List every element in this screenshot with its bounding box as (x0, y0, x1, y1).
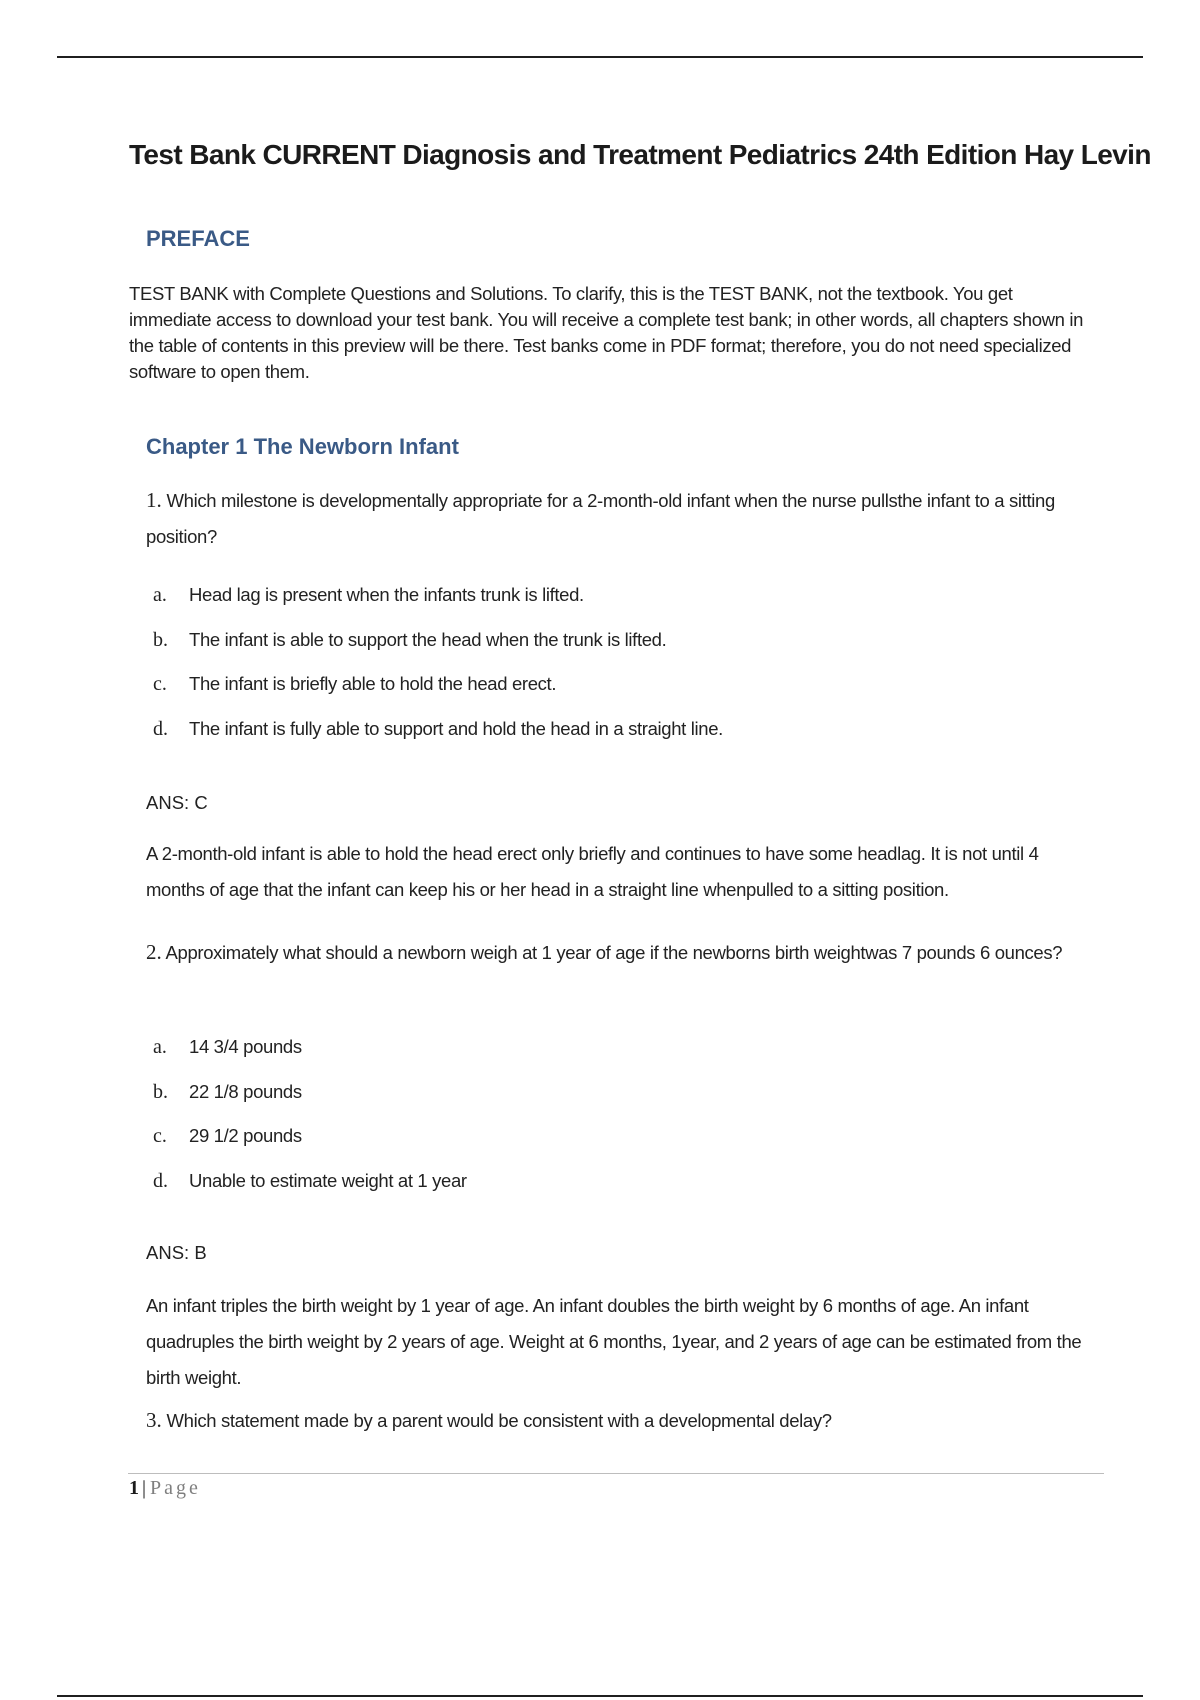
option-item (146, 1081, 467, 1126)
preface-text: TEST BANK with Complete Questions and Solutions. To clarify, this is the TEST BANK, not the textbook. You get immediate access to download your test bank. You will receive a complete test bank; in other words, all chapters shown in the table of contents in this preview will be there. Test banks come in PDF format; therefore, you do not need specialized software to open them. (129, 283, 1084, 382)
option-text: Unable to estimate weight at 1 year (189, 1169, 467, 1191)
question-3-number: 3. (146, 1408, 162, 1432)
option-item (146, 1125, 467, 1170)
option-text: 22 1/8 pounds (189, 1080, 302, 1102)
option-letter: c. (153, 673, 167, 695)
question-1-rationale: A 2-month-old infant is able to hold the head erect only briefly and continues to have some headlag. It is not until 4 months of age that the infant can keep his or her head in a straight line whenpulled to a sitting position. (146, 843, 1039, 900)
option-item (146, 673, 723, 718)
question-1-text: Which milestone is developmentally appropriate for a 2-month-old infant when the nurse pullsthe infant to a sitting position? (146, 490, 1055, 547)
option-letter: d. (153, 1169, 168, 1192)
document-title: Test Bank CURRENT Diagnosis and Treatment Pediatrics 24th Edition Hay Levin (129, 139, 1151, 170)
bottom-rule (57, 1695, 1143, 1697)
preface-heading: PREFACE (146, 226, 250, 251)
option-text: The infant is briefly able to hold the head erect. (189, 673, 557, 694)
option-letter: b. (153, 1080, 168, 1103)
option-letter: b. (153, 628, 168, 651)
option-item (146, 1036, 467, 1081)
option-letter: a. (153, 584, 167, 606)
option-item (146, 629, 723, 674)
footer-rule (128, 1473, 1104, 1474)
question-1 (146, 482, 1096, 555)
top-rule (57, 56, 1143, 58)
option-item (146, 1170, 467, 1215)
question-2 (146, 934, 1096, 971)
question-2-rationale: An infant triples the birth weight by 1 year of age. An infant doubles the birth weight by 6 months of age. An infant quadruples the birth weight by 2 years of age. Weight at 6 months, 1year, and 2 years of age can be estimated from the birth weight. (146, 1295, 1082, 1388)
option-text: Head lag is present when the infants trunk is lifted. (189, 584, 584, 605)
option-text: The infant is able to support the head when the trunk is lifted. (189, 628, 667, 650)
option-text: The infant is fully able to support and hold the head in a straight line. (189, 717, 723, 739)
question-1-options (146, 584, 723, 762)
page-label: Page (150, 1477, 201, 1499)
option-item (146, 718, 723, 763)
page-number: 1 (129, 1477, 139, 1499)
option-letter: a. (153, 1036, 167, 1058)
question-3 (146, 1402, 1096, 1439)
option-text: 29 1/2 pounds (189, 1125, 302, 1146)
question-1-answer: ANS: C (146, 792, 208, 813)
footer-separator: | (142, 1477, 147, 1499)
option-text: 14 3/4 pounds (189, 1036, 302, 1057)
option-item (146, 584, 723, 629)
chapter-heading: Chapter 1 The Newborn Infant (146, 434, 459, 459)
page-footer (129, 1477, 201, 1500)
question-2-number: 2. (146, 940, 162, 964)
question-2-text: Approximately what should a newborn weigh at 1 year of age if the newborns birth weightwas 7 pounds 6 ounces? (165, 942, 1063, 963)
option-letter: c. (153, 1125, 167, 1147)
question-3-text: Which statement made by a parent would be consistent with a developmental delay? (166, 1410, 832, 1431)
option-letter: d. (153, 717, 168, 740)
question-2-options (146, 1036, 467, 1214)
question-1-number: 1. (146, 488, 162, 512)
question-2-answer: ANS: B (146, 1242, 207, 1263)
